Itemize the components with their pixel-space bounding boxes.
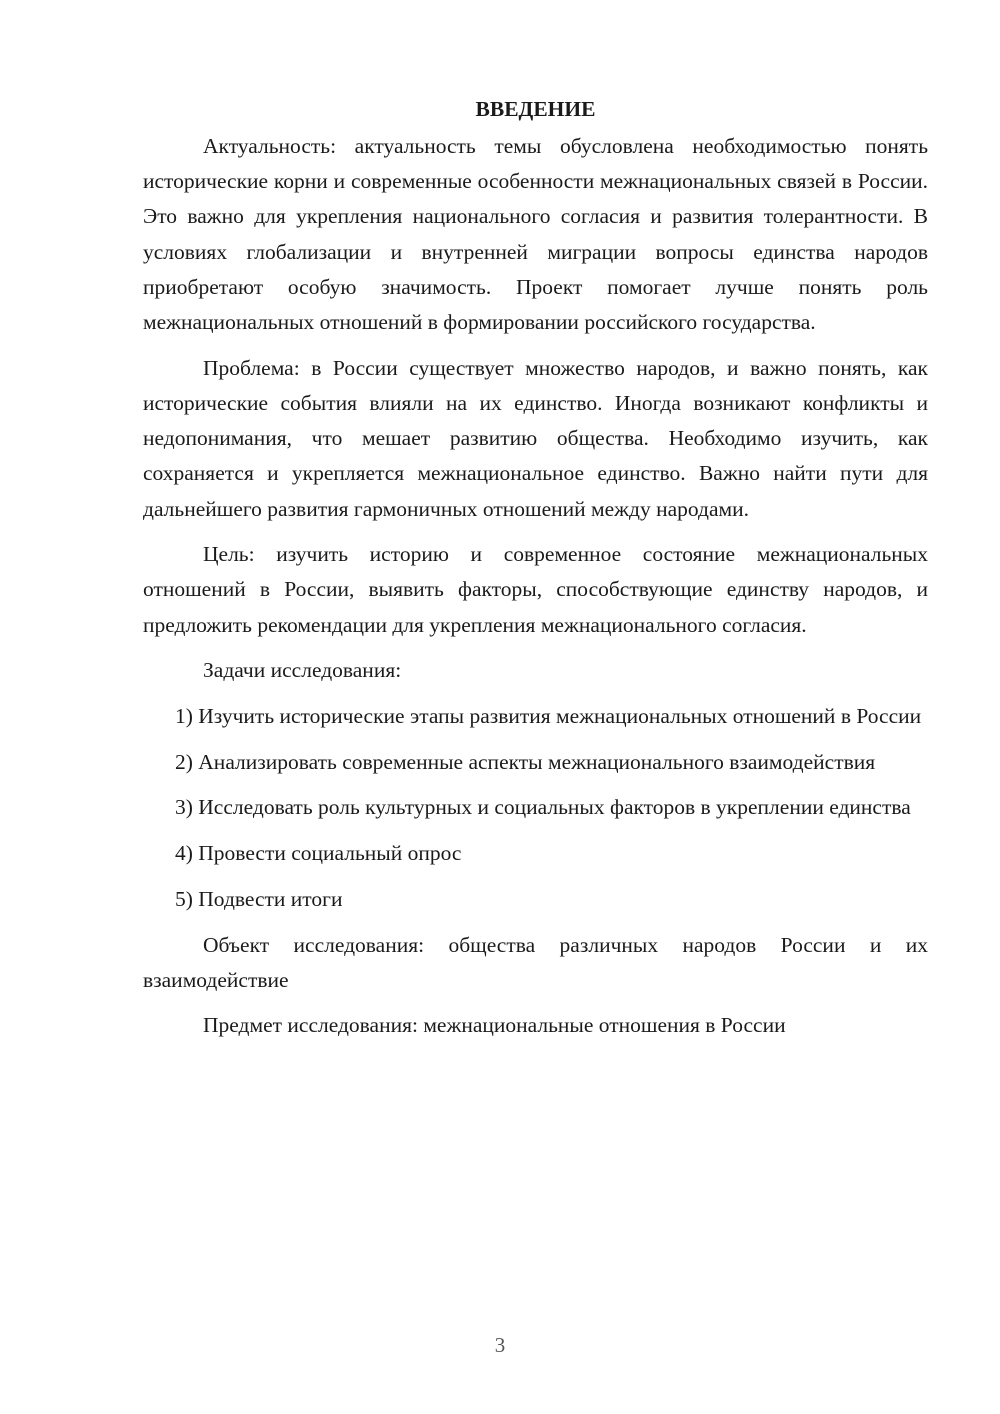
task-item-2: 2) Анализировать современные аспекты межнационального взаимодействия [175,749,876,774]
page-content [143,92,928,1054]
paragraph-problem: Проблема: в России существует множество народов, и важно понять, как исторические события влияли на их единство. Иногда возникают конфликты и недопонимания, что мешает развитию общества. Необходимо изучить, как сохраняется и укрепляется межнациональное единство. Важно найти пути для дальнейшего развития гармоничных отношений между народами. [143,355,928,521]
paragraph-subject: Предмет исследования: межнациональные отношения в России [203,1013,786,1038]
task-item-4: 4) Провести социальный опрос [175,841,462,866]
page-title: ВВЕДЕНИЕ [475,97,596,121]
task-item-5: 5) Подвести итоги [175,886,343,911]
task-item-1: 1) Изучить исторические этапы развития межнациональных отношений в России [175,704,922,729]
task-item-3: 3) Исследовать роль культурных и социальных факторов в укреплении единства [175,795,911,820]
paragraph-relevance: Актуальность: актуальность темы обусловлена необходимостью понять исторические корни и современные особенности межнациональных связей в России. Это важно для укрепления национального согласия и развития толерантности. В условиях глобализации и внутренней миграции вопросы единства народов приобретают особую значимость. Проект помогает лучше понять роль межнациональных отношений в формировании российского государства. [143,134,928,335]
paragraph-object: Объект исследования: общества различных народов России и их взаимодействие [143,932,928,992]
page-number: 3 [494,1333,506,1357]
tasks-heading: Задачи исследования: [203,658,402,683]
paragraph-goal: Цель: изучить историю и современное состояние межнациональных отношений в России, выявить факторы, способствующие единству народов, и предложить рекомендации для укрепления межнационального согласия. [143,542,928,637]
